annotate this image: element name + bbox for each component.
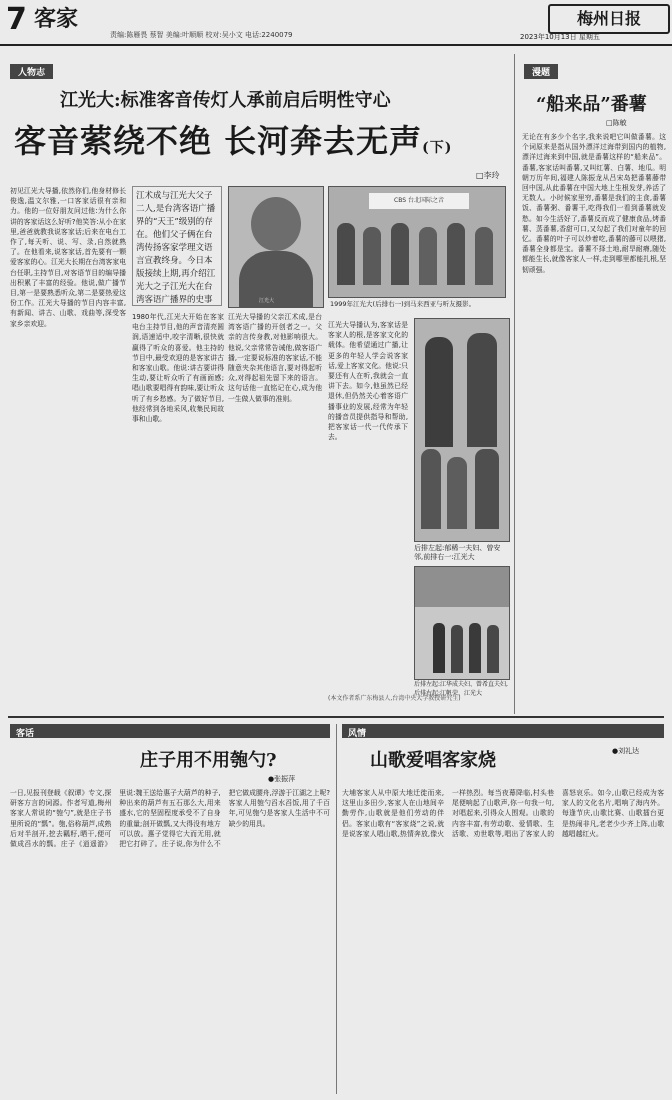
editor-credits: 责编:陈雁畏 蔡智 美编:叶顺顺 校对:吴小文 电话:2240079	[110, 31, 293, 39]
body-column-4: 江光大导播认为,客家话是客家人的根,是客家文化的载体。他希望通过广播,让更多的年轻人学会说客家话,爱上客家文化。他说:只要还有人在听,我就会一直讲下去。如今,他虽然已经退休,但仍然关心着客语广播事业的发展,经常为年轻的播音员提供指导和帮助,把客家话一代一代传承下去。	[328, 321, 408, 442]
bottom-left-byline: ●张振萍	[268, 775, 296, 783]
column-divider	[514, 54, 515, 714]
group-photo-1999	[328, 186, 506, 298]
photo-caption-family: 后排左起:郁稀一夫妇、曾安邻,前排右一:江光大	[414, 544, 501, 561]
bottom-left-body: 一日,见报刊登载《叙谭》专文,探研客方言的词源。作者写道,梅州客家人常说的“匏勺”,就是庄子书里所说的“瓢”。匏,俗称葫芦,成熟后对半剖开,挖去瓤籽,晒干,便可做成舀水的瓢。庄子《逍遥游》里说:魏王送给惠子大葫芦的种子,种出来的葫芦有五石那么大,用来盛水,它的坚固程度承受不了自身的重量;剖开做瓢,又大得没有地方可以放。惠子觉得它大而无用,就把它打碎了。庄子说,你为什么不把它做成腰舟,浮游于江湖之上呢?客家人用匏勺舀水舀饭,用了千百年,可见匏勺是客家人生活中不可缺少的用具。	[10, 789, 330, 849]
intro-box: 江术成与江光大父子二人,是台湾客语广播界的“天王”级别的存在。他们父子俩在台湾传扬客家学理文语言宣教终身。今日本版接续上期,再介绍江光大之子江光大在台湾客语广播界的史事	[132, 186, 222, 306]
portrait-photo-alt: 江光大	[259, 298, 275, 304]
sidebar-body: 无论在有多少个名字,我来说吧它叫做番薯。这个词原来是指从国外漂洋过海带到国内的植物,漂洋过海来到中国,就是番薯这样的“船来品”。番薯,客家话叫番薯,又叫红薯、白薯、地瓜。明朝万历年间,福建人陈振龙从吕宋岛把番薯藤带回中国,从此番薯在中国大地上生根发芽,养活了无数人。小时候家里穷,番薯是我们的主食,番薯饭、番薯粥、番薯干,吃得我们一看到番薯就发愁。如今生活好了,番薯反而成了健康食品,烤番薯、蒸番薯,香甜可口,又勾起了我们对童年的回忆。番薯的叶子可以炒着吃,番薯的藤可以喂猪,番薯全身都是宝。番薯不择土地,耐旱耐瘠,随处都能生长,就像客家人一样,走到哪里都能扎根,坚韧顽强。	[522, 133, 666, 274]
bottom-divider	[336, 724, 337, 1094]
bottom-right-bar	[342, 724, 664, 738]
page-number: 7	[6, 2, 27, 37]
photo-caption-1999: 1999年江光大(后排右一)到马来西亚与听友摄影。	[330, 300, 476, 308]
headline-suffix: (下)	[422, 140, 453, 156]
bottom-right-column-tag: 风情	[348, 729, 367, 739]
headline-main: 客音萦绕不绝 长河奔去无声	[14, 122, 423, 160]
bottom-right-byline: ●刘礼达	[612, 747, 640, 755]
issue-date: 2023年10月13日 星期五	[520, 33, 600, 41]
section-separator	[8, 716, 664, 718]
event-banner: CBS 台北国际之音	[369, 193, 469, 209]
sidebar-headline: “船来品”番薯	[536, 94, 647, 115]
bottom-left-headline: 庄子用不用匏勺?	[140, 750, 277, 771]
bottom-right-headline: 山歌爱唱客家烧	[370, 750, 496, 771]
bottom-left-bar	[10, 724, 330, 738]
photo-caption-outdoor: 后排左起:江华成夫妇、曾希直夫妇,后排右起:江帆荣、江光大	[414, 681, 508, 697]
outdoor-photo	[414, 566, 510, 680]
section-name: 客家	[34, 7, 79, 32]
byline: □李玲	[476, 171, 500, 180]
family-photo	[414, 318, 510, 542]
body-column-2: 1980年代,江光大开始在客家电台主持节目,他的声音清亮圆润,语速适中,咬字清晰,很快就赢得了听众的喜爱。他主持的节目中,最受欢迎的是客家讲古和客家山歌。他说:讲古要讲得生动,要让听众听了有画面感;唱山歌要唱得有韵味,要让听众听了有乡愁感。为了做好节目,他经常到各地采风,收集民间故事和山歌。	[132, 313, 224, 424]
sidebar-byline: □陈敏	[606, 119, 627, 127]
newspaper-logo: 梅州日报	[548, 4, 670, 34]
author-note: (本文作者系广东梅县人,台湾中央大学教授研究生)	[328, 695, 461, 702]
bottom-right-body: 大埔客家人从中原大地迁徙而来,这里山多田少,客家人在山地间辛勤劳作,山歌就是他们劳动的伴侣。客家山歌有“客家烧”之说,就是说客家人唱山歌,热情奔放,像火一样热烈。每当夜幕降临,村头巷尾便响起了山歌声,你一句我一句,对唱起来,引得众人围观。山歌的内容丰富,有劳动歌、爱情歌、生活歌、劝世歌等,唱出了客家人的喜怒哀乐。如今,山歌已经成为客家人的文化名片,唱响了海内外。每逢节庆,山歌比赛、山歌擂台更是热闹非凡,老老少少齐上阵,山歌越唱越红火。	[342, 789, 664, 838]
body-column-1: 初见江光大导播,依然你们,他身材修长俊逸,温文尔雅,一口客家话很有亲和力。他的一位好朋友问过他:为什么你讲的客家话这么好听?他笑答:从小在家里,爸爸就教我说客家话;后来在电台工作了,每天听、说、写、录,自然就熟了。在他看来,说客家话,首先要有一颗爱客家的心。江光大长期在台湾客家电台任职,主持节目,对客语节目的编导播出积累了丰富的经验。他说,做广播节目,第一是要熟悉听众,第二是要热爱这份工作。江光大导播的节目内容丰富,有新闻、讲古、山歌、戏曲等,深受客家乡亲欢迎。	[10, 187, 126, 328]
bottom-left-column-tag: 客话	[16, 729, 35, 739]
kicker: 江光大:标准客音传灯人承前启后明性守心	[60, 90, 391, 111]
column-tag: 人物志	[10, 64, 53, 79]
headline	[14, 116, 452, 162]
body-column-3: 江光大导播的父亲江术成,是台湾客语广播的开创者之一。父亲的言传身教,对他影响很大。他说,父亲常常告诫他,做客语广播,一定要说标准的客家话,不能随意夹杂其他语言,要对得起听众,对得起祖先留下来的语言。这句话他一直铭记在心,成为他一生做人做事的准则。	[228, 313, 322, 403]
portrait-photo	[228, 186, 324, 308]
sidebar-column-tag: 漫题	[524, 64, 558, 79]
